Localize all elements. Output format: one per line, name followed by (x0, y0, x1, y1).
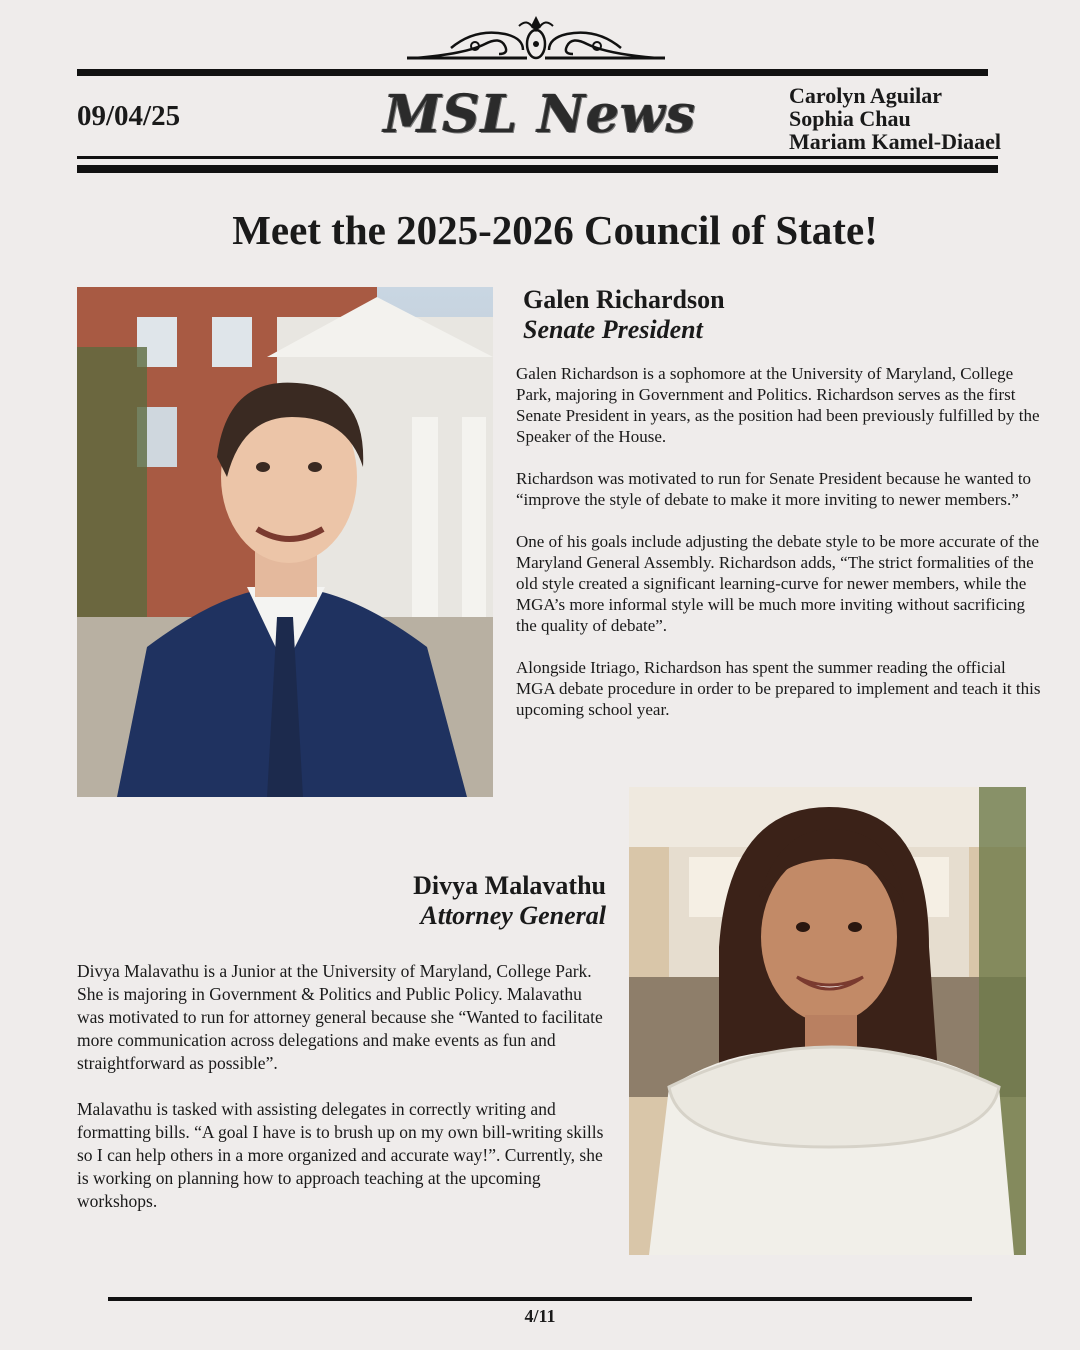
header-rule-top (77, 69, 988, 76)
paragraph: One of his goals include adjusting the debate style to be more accurate of the Maryland General Assembly. Richardson adds, “The strict formalities of the old style created a significant learning-curve for newer members, while the MGA’s more informal style will be much more inviting without sacrificing the quality of debate”. (516, 532, 1040, 635)
masthead-title: MSL News (383, 84, 697, 145)
profile-name: Divya Malavathu (413, 871, 606, 900)
issue-date: 09/04/25 (77, 100, 181, 132)
profile-role: Attorney General (420, 901, 606, 930)
paragraph: Alongside Itriago, Richardson has spent the summer reading the official MGA debate procedure in order to be prepared to implement and teach it this upcoming school year. (516, 658, 1041, 719)
profile-divya-malavathu (77, 871, 606, 931)
paragraph: Divya Malavathu is a Junior at the University of Maryland, College Park. She is majoring in Government & Politics and Public Policy. Malavathu was motivated to run for attorney general because she “Wanted to facilitate more communication across delegations and make events as fun and straightforward as possible”. (77, 961, 603, 1073)
ornament-flourish (405, 14, 667, 66)
page-number: 4/11 (524, 1306, 556, 1326)
footer-rule (108, 1297, 972, 1301)
profile-body (77, 960, 607, 1234)
profile-role: Senate President (523, 315, 703, 344)
author-name: Sophia Chau (789, 106, 911, 131)
author-list (789, 84, 1001, 153)
profile-body (516, 363, 1046, 741)
header-rule-bottom-thin (77, 156, 998, 159)
article-headline: Meet the 2025-2026 Council of State! (232, 207, 878, 253)
author-name: Carolyn Aguilar (789, 83, 943, 108)
paragraph: Richardson was motivated to run for Senate President because he wanted to “improve the style of debate to make it more inviting to newer members.” (516, 469, 1032, 509)
profile-name: Galen Richardson (523, 285, 725, 314)
author-name: Mariam Kamel-Diaael (789, 129, 1001, 154)
paragraph: Malavathu is tasked with assisting delegates in correctly writing and formatting bills. “A goal I have is to brush up on my own bill-writing skills so I can help others in a more organized and accurate way!”. Currently, she is working on planning how to approach teaching at the upcoming workshops. (77, 1099, 604, 1211)
profile-galen-richardson (523, 285, 1043, 345)
header-rule-bottom-thick (77, 165, 998, 173)
photo-galen-richardson (77, 287, 493, 797)
paragraph: Galen Richardson is a sophomore at the University of Maryland, College Park, majoring in Government and Politics. Richardson serves as the first Senate President in years, as the position had been previously fulfilled by the Speaker of the House. (516, 364, 1040, 446)
photo-divya-malavathu (629, 787, 1026, 1255)
